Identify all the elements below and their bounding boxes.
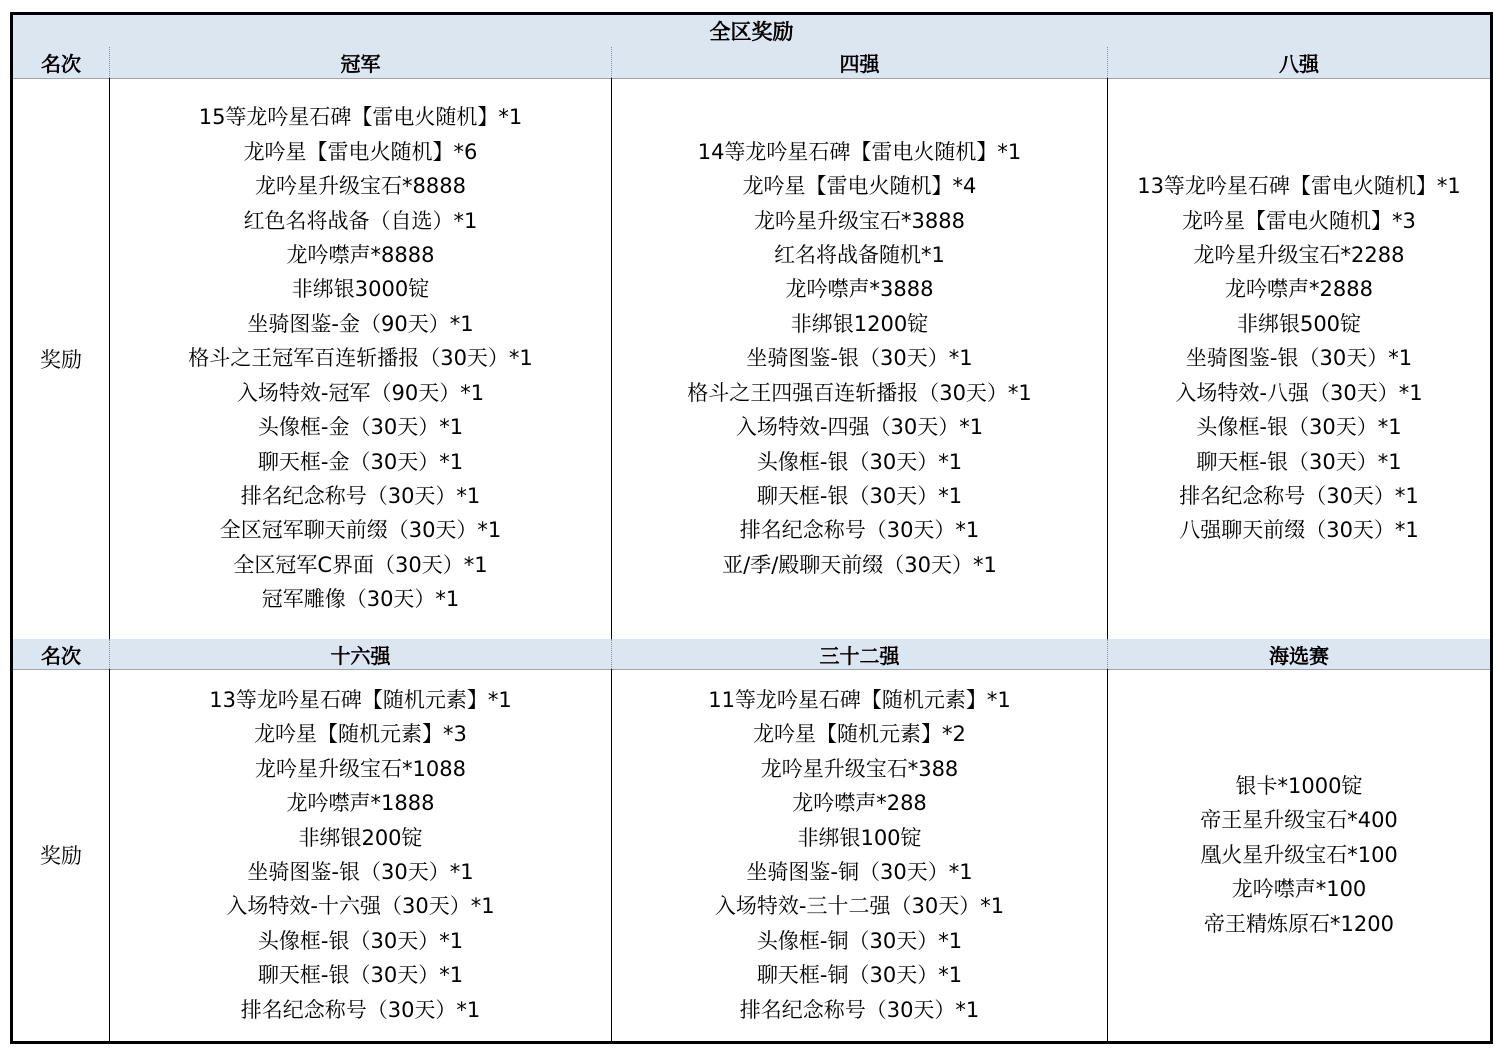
reward-item: 银卡*1000锭: [1235, 773, 1363, 798]
reward-label: 奖励: [13, 78, 110, 639]
rank-name-header: 八强: [1279, 52, 1319, 76]
reward-item: 龙吟星升级宝石*2288: [1193, 243, 1405, 268]
reward-item: 聊天框-银（30天）*1: [257, 963, 464, 988]
reward-item: 八强聊天前缀（30天）*1: [1179, 518, 1419, 543]
reward-item: 13等龙吟星石碑【雷电火随机】*1: [1137, 174, 1461, 199]
reward-item: 凰火星升级宝石*100: [1200, 842, 1398, 867]
reward-item: 龙吟噤声*8888: [286, 243, 435, 268]
reward-cell: [110, 669, 612, 1041]
reward-item: 龙吟星【雷电火随机】*6: [243, 139, 478, 164]
rank-name-header: 冠军: [110, 47, 612, 78]
reward-item: 格斗之王冠军百连斩播报（30天）*1: [188, 346, 533, 371]
reward-list: [1137, 169, 1461, 547]
rank-name-header: 海选赛: [1269, 643, 1329, 668]
rank-header: 名次: [13, 639, 110, 669]
reward-item: 全区冠军聊天前缀（30天）*1: [219, 518, 502, 543]
reward-item: 非绑银1200锭: [790, 311, 929, 336]
reward-row: [13, 669, 1490, 1042]
reward-item: 红名将战备随机*1: [774, 243, 945, 268]
reward-item: 非绑银500锭: [1236, 311, 1362, 336]
reward-item: 头像框-银（30天）*1: [1196, 415, 1402, 440]
reward-item: 15等龙吟星石碑【雷电火随机】*1: [198, 105, 523, 130]
reward-item: 排名纪念称号（30天）*1: [1179, 483, 1419, 508]
reward-item: 聊天框-金（30天）*1: [257, 449, 464, 474]
reward-list: [209, 683, 512, 1027]
reward-list: [708, 683, 1011, 1027]
reward-item: 聊天框-银（30天）*1: [1196, 449, 1402, 474]
reward-item: 坐骑图鉴-金（90天）*1: [247, 311, 474, 336]
reward-item: 坐骑图鉴-银（30天）*1: [1185, 346, 1413, 371]
reward-item: 排名纪念称号（30天）*1: [240, 997, 481, 1022]
table-title: 全区奖励: [709, 20, 794, 44]
reward-row: [13, 78, 1490, 640]
reward-item: 排名纪念称号（30天）*1: [739, 518, 980, 543]
rank-header-row: [13, 47, 1490, 79]
reward-item: 非绑银3000锭: [291, 277, 430, 302]
reward-item: 头像框-铜（30天）*1: [756, 928, 963, 953]
reward-item: 坐骑图鉴-铜（30天）*1: [746, 860, 973, 884]
reward-item: 亚/季/殿聊天前缀（30天）*1: [722, 552, 997, 577]
reward-item: 龙吟星【雷电火随机】*3: [1182, 208, 1416, 233]
reward-item: 入场特效-四强（30天）*1: [735, 415, 984, 440]
reward-item: 头像框-银（30天）*1: [257, 928, 464, 953]
reward-cell: [1108, 669, 1490, 1041]
reward-item: 龙吟星【随机元素】*2: [753, 722, 966, 747]
rank-name-header: 十六强: [110, 639, 612, 669]
reward-item: 红色名将战备（自选）*1: [243, 208, 478, 233]
reward-item: 坐骑图鉴-银（30天）*1: [247, 860, 474, 884]
reward-item: 坐骑图鉴-银（30天）*1: [746, 346, 973, 371]
reward-item: 入场特效-十六强（30天）*1: [226, 894, 495, 919]
reward-list: [1200, 769, 1398, 941]
reward-list: [188, 100, 533, 616]
reward-item: 非绑银100锭: [797, 825, 922, 850]
reward-item: 龙吟噤声*288: [792, 791, 927, 816]
reward-item: 龙吟噤声*100: [1231, 877, 1367, 902]
reward-item: 头像框-金（30天）*1: [257, 415, 464, 440]
reward-item: 入场特效-冠军（90天）*1: [236, 380, 485, 405]
reward-item: 非绑银200锭: [298, 825, 423, 850]
reward-item: 龙吟星升级宝石*388: [760, 756, 959, 781]
rank-name-header: 四强: [612, 47, 1108, 78]
reward-label: 奖励: [13, 669, 110, 1041]
reward-item: 聊天框-铜（30天）*1: [756, 963, 963, 988]
reward-cell: [612, 78, 1108, 639]
reward-item: 龙吟噤声*2888: [1225, 277, 1373, 302]
reward-list: [687, 135, 1032, 582]
reward-cell: [612, 669, 1108, 1041]
reward-item: 13等龙吟星石碑【随机元素】*1: [209, 687, 512, 712]
reward-item: 入场特效-三十二强（30天）*1: [714, 894, 1005, 919]
reward-item: 冠军雕像（30天）*1: [261, 587, 460, 612]
reward-item: 龙吟星升级宝石*1088: [255, 756, 466, 781]
reward-item: 龙吟星【雷电火随机】*4: [742, 174, 977, 199]
rank-header: 名次: [13, 47, 110, 78]
reward-item: 全区冠军C界面（30天）*1: [233, 552, 488, 577]
reward-item: 11等龙吟星石碑【随机元素】*1: [708, 687, 1011, 712]
reward-item: 聊天框-银（30天）*1: [756, 483, 963, 508]
reward-item: 排名纪念称号（30天）*1: [240, 483, 481, 508]
reward-item: 龙吟星升级宝石*3888: [754, 208, 965, 233]
reward-item: 排名纪念称号（30天）*1: [739, 997, 980, 1022]
rank-header-row: [13, 639, 1490, 670]
reward-item: 龙吟噤声*1888: [286, 791, 435, 816]
reward-item: 龙吟星【随机元素】*3: [254, 722, 467, 747]
title-row: [13, 15, 1490, 48]
rank-name-header: 三十二强: [612, 639, 1108, 669]
reward-cell: [110, 78, 612, 639]
reward-item: 帝王精炼原石*1200: [1204, 911, 1394, 936]
reward-item: 龙吟噤声*3888: [785, 277, 934, 302]
rewards-table: [10, 12, 1493, 1044]
reward-item: 帝王星升级宝石*400: [1200, 808, 1398, 833]
reward-item: 头像框-银（30天）*1: [756, 449, 963, 474]
reward-item: 14等龙吟星石碑【雷电火随机】*1: [697, 139, 1022, 164]
reward-item: 龙吟星升级宝石*8888: [255, 174, 466, 199]
reward-cell: [1108, 78, 1490, 639]
reward-item: 入场特效-八强（30天）*1: [1175, 380, 1423, 405]
reward-item: 格斗之王四强百连斩播报（30天）*1: [687, 380, 1032, 405]
